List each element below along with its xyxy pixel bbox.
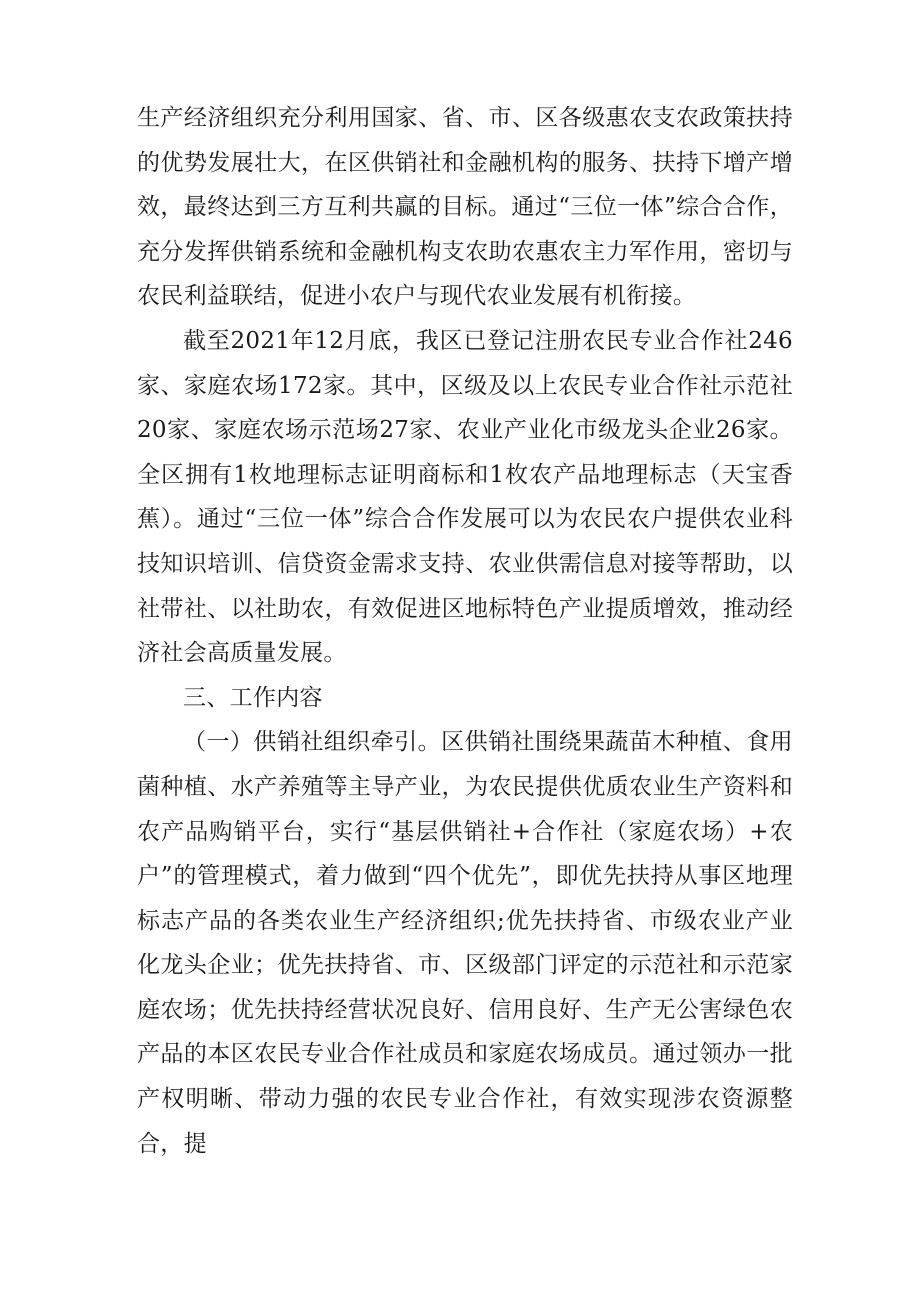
section-heading: 三、工作内容 [183, 684, 323, 711]
document-body [137, 96, 793, 1166]
paragraph-supply-cooperative: （一）供销社组织牵引。区供销社围绕果蔬苗木种植、食用菌种植、水产养殖等主导产业，为农民提供优质农业生产资料和农产品购销平台，实行“基层供销社+合作社（家庭农场）+农户”的管理模式，着力做到“四个优先”，即优先扶持从事区地理标志产品的各类农业生产经济组织;优先扶持省、市级农业产业化龙头企业；优先扶持省、市、区级部门评定的示范社和示范家庭农场；优先扶持经营状况良好、信用良好、生产无公害绿色农产品的本区农民专业合作社成员和家庭农场成员。通过领办一批产权明晰、带动力强的农民专业合作社，有效实现涉农资源整合，提 [137, 729, 793, 1157]
paragraph-statistics: 截至2021年12月底，我区已登记注册农民专业合作社246家、家庭农场172家。其中，区级及以上农民专业合作社示范社20家、家庭农场示范场27家、农业产业化市级龙头企业26家。全区拥有1枚地理标志证明商标和1枚农产品地理标志（天宝香蕉）。通过“三位一体”综合合作发展可以为农民农户提供农业科技知识培训、信贷资金需求支持、农业供需信息对接等帮助，以社带社、以社助农，有效促进区地标特色产业提质增效，推动经济社会高质量发展。 [137, 327, 793, 667]
paragraph-continuation: 生产经济组织充分利用国家、省、市、区各级惠农支农政策扶持的优势发展壮大，在区供销社和金融机构的服务、扶持下增产增效，最终达到三方互利共赢的目标。通过“三位一体”综合合作，充分发挥供销系统和金融机构支农助农惠农主力军作用，密切与农民利益联结，促进小农户与现代农业发展有机衔接。 [137, 105, 793, 310]
